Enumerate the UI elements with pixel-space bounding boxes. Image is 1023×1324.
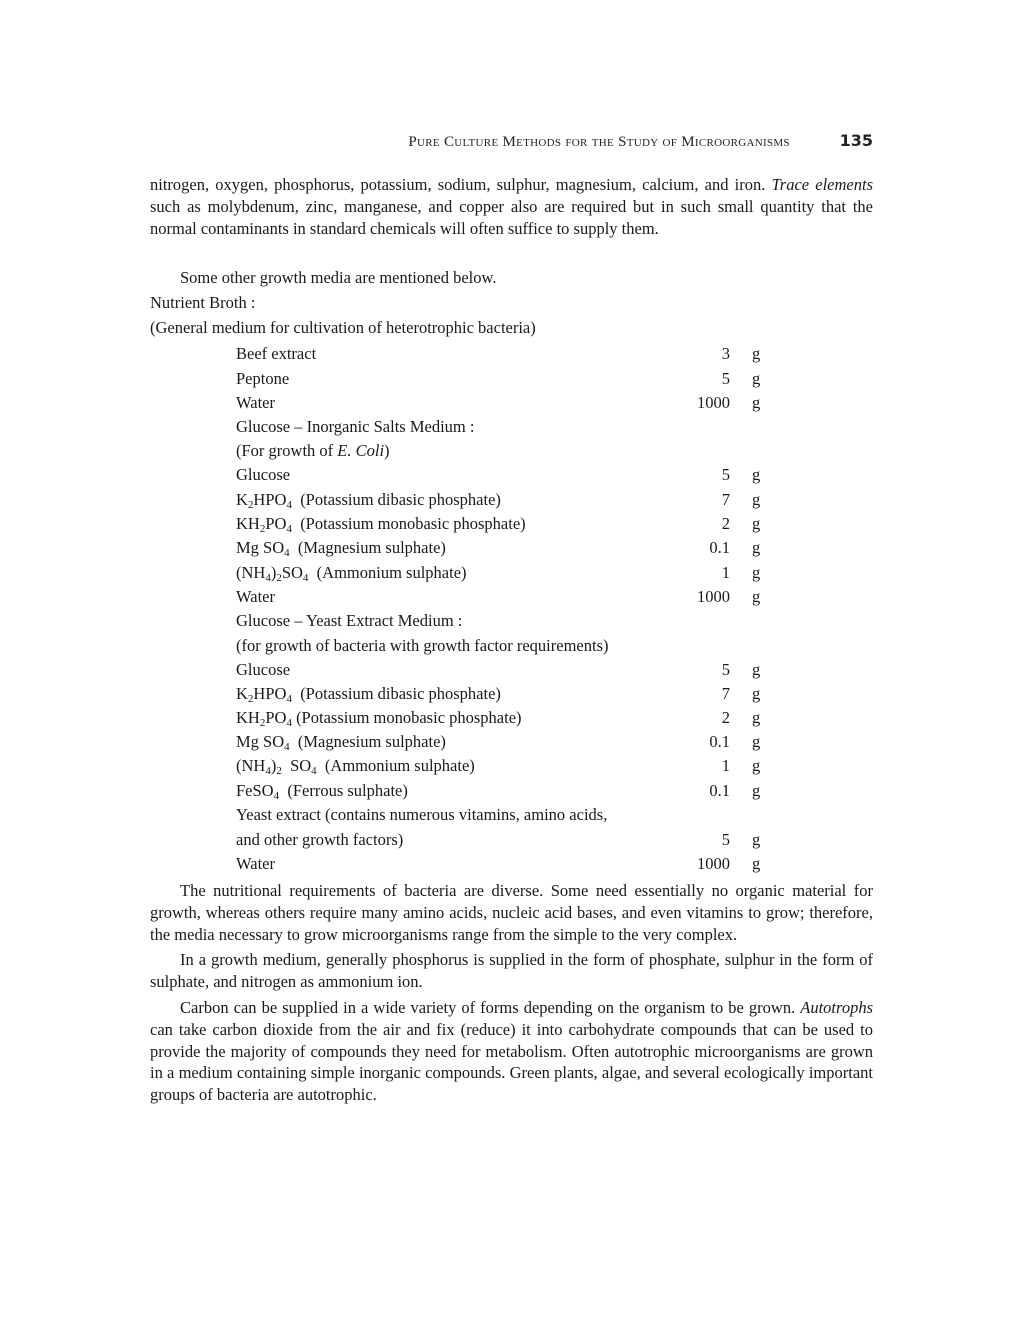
- recipe-row: Mg $SO_4$ (Magnesium sulphate) 0.1 g: [236, 732, 761, 753]
- recipe-row: Peptone 5 g: [236, 369, 761, 388]
- nutrient-broth-title: Nutrient Broth :: [150, 293, 256, 312]
- page-number: 135: [839, 131, 873, 150]
- recipe-row: $KH_2PO_4$ (Potassium monobasic phosphate) 2 g: [236, 514, 761, 535]
- paragraph-growth-medium: In a growth medium, generally phosphorus is supplied in the form of phosphate, sulphur in the form of sulphate, and nitrogen as ammonium ion.: [150, 950, 873, 992]
- term-autotrophs: Autotrophs: [800, 997, 873, 1017]
- recipe-row: Glucose 5 g: [236, 660, 761, 679]
- running-header: [150, 131, 873, 151]
- recipe-row: Glucose 5 g: [236, 465, 761, 484]
- recipe-row: Yeast extract (contains numerous vitamins, amino acids,: [236, 805, 608, 824]
- gis-note: (For growth of E. Coli): [236, 441, 390, 460]
- recipe-row: Beef extract 3 g: [236, 344, 761, 363]
- recipe-row: Mg $SO_4$ (Magnesium sulphate) 0.1 g: [236, 538, 761, 559]
- gye-title: Glucose – Yeast Extract Medium :: [236, 611, 463, 630]
- recipe-row: and other growth factors) 5 g: [236, 830, 761, 849]
- running-title: Pure Culture Methods for the Study of Microorganisms: [408, 134, 790, 150]
- nutrient-broth-note: (General medium for cultivation of heterotrophic bacteria): [150, 318, 536, 337]
- gis-title: Glucose – Inorganic Salts Medium :: [236, 417, 475, 436]
- recipe-row: Water 1000 g: [236, 854, 761, 873]
- gye-note: (for growth of bacteria with growth factor requirements): [236, 636, 609, 655]
- paragraph-nutritional-requirements: The nutritional requirements of bacteria are diverse. Some need essentially no organic material for growth, whereas others require many amino acids, nucleic acid bases, and even vitamins to grow; therefore, the media necessary to grow microorganisms range from the simple to the very complex.: [150, 881, 873, 944]
- paragraph-carbon: Carbon can be supplied in a wide variety of forms depending on the organism to be grown. Autotrophs can take carbon dioxide from the air and fix (reduce) it into carbohydrate compounds that can be used to provide the majority of compounds they need for metabolism. Often autotrophic microorganisms are grown in a medium containing simple inorganic compounds. Green plants, algae, and several ecologically important groups of bacteria are autotrophic.: [150, 997, 873, 1105]
- recipe-row: $KH_2PO_4$ (Potassium monobasic phosphate) 2 g: [236, 708, 761, 729]
- recipe-row: $K_2HPO_4$ (Potassium dibasic phosphate) 7 g: [236, 490, 761, 511]
- recipe-row: Water 1000 g: [236, 393, 761, 412]
- recipe-row: $K_2HPO_4$ (Potassium dibasic phosphate) 7 g: [236, 684, 761, 705]
- recipe-row: FeSO$_4$ (Ferrous sulphate) 0.1 g: [236, 781, 761, 802]
- term-trace-elements: Trace elements: [771, 175, 873, 194]
- intro-block: [150, 174, 873, 239]
- recipe-row: Water 1000 g: [236, 587, 761, 606]
- body-block: [150, 880, 873, 1106]
- paragraph-media-intro: Some other growth media are mentioned below. Nutrient Broth : (General medium for cultivation of heterotrophic bacteria): [150, 265, 873, 340]
- recipe-row: $(NH_4)_2$ $SO_4$ (Ammonium sulphate) 1 g: [236, 756, 761, 777]
- paragraph-trace-elements: nitrogen, oxygen, phosphorus, potassium, sodium, sulphur, magnesium, calcium, and iron. Trace elements such as molybdenum, zinc, manganese, and copper also are required but in such small quantity that the normal contaminants in standard chemicals will often suffice to supply them.: [150, 175, 873, 238]
- recipe-row: $(NH_4)_2SO_4$ (Ammonium sulphate) 1 g: [236, 563, 761, 584]
